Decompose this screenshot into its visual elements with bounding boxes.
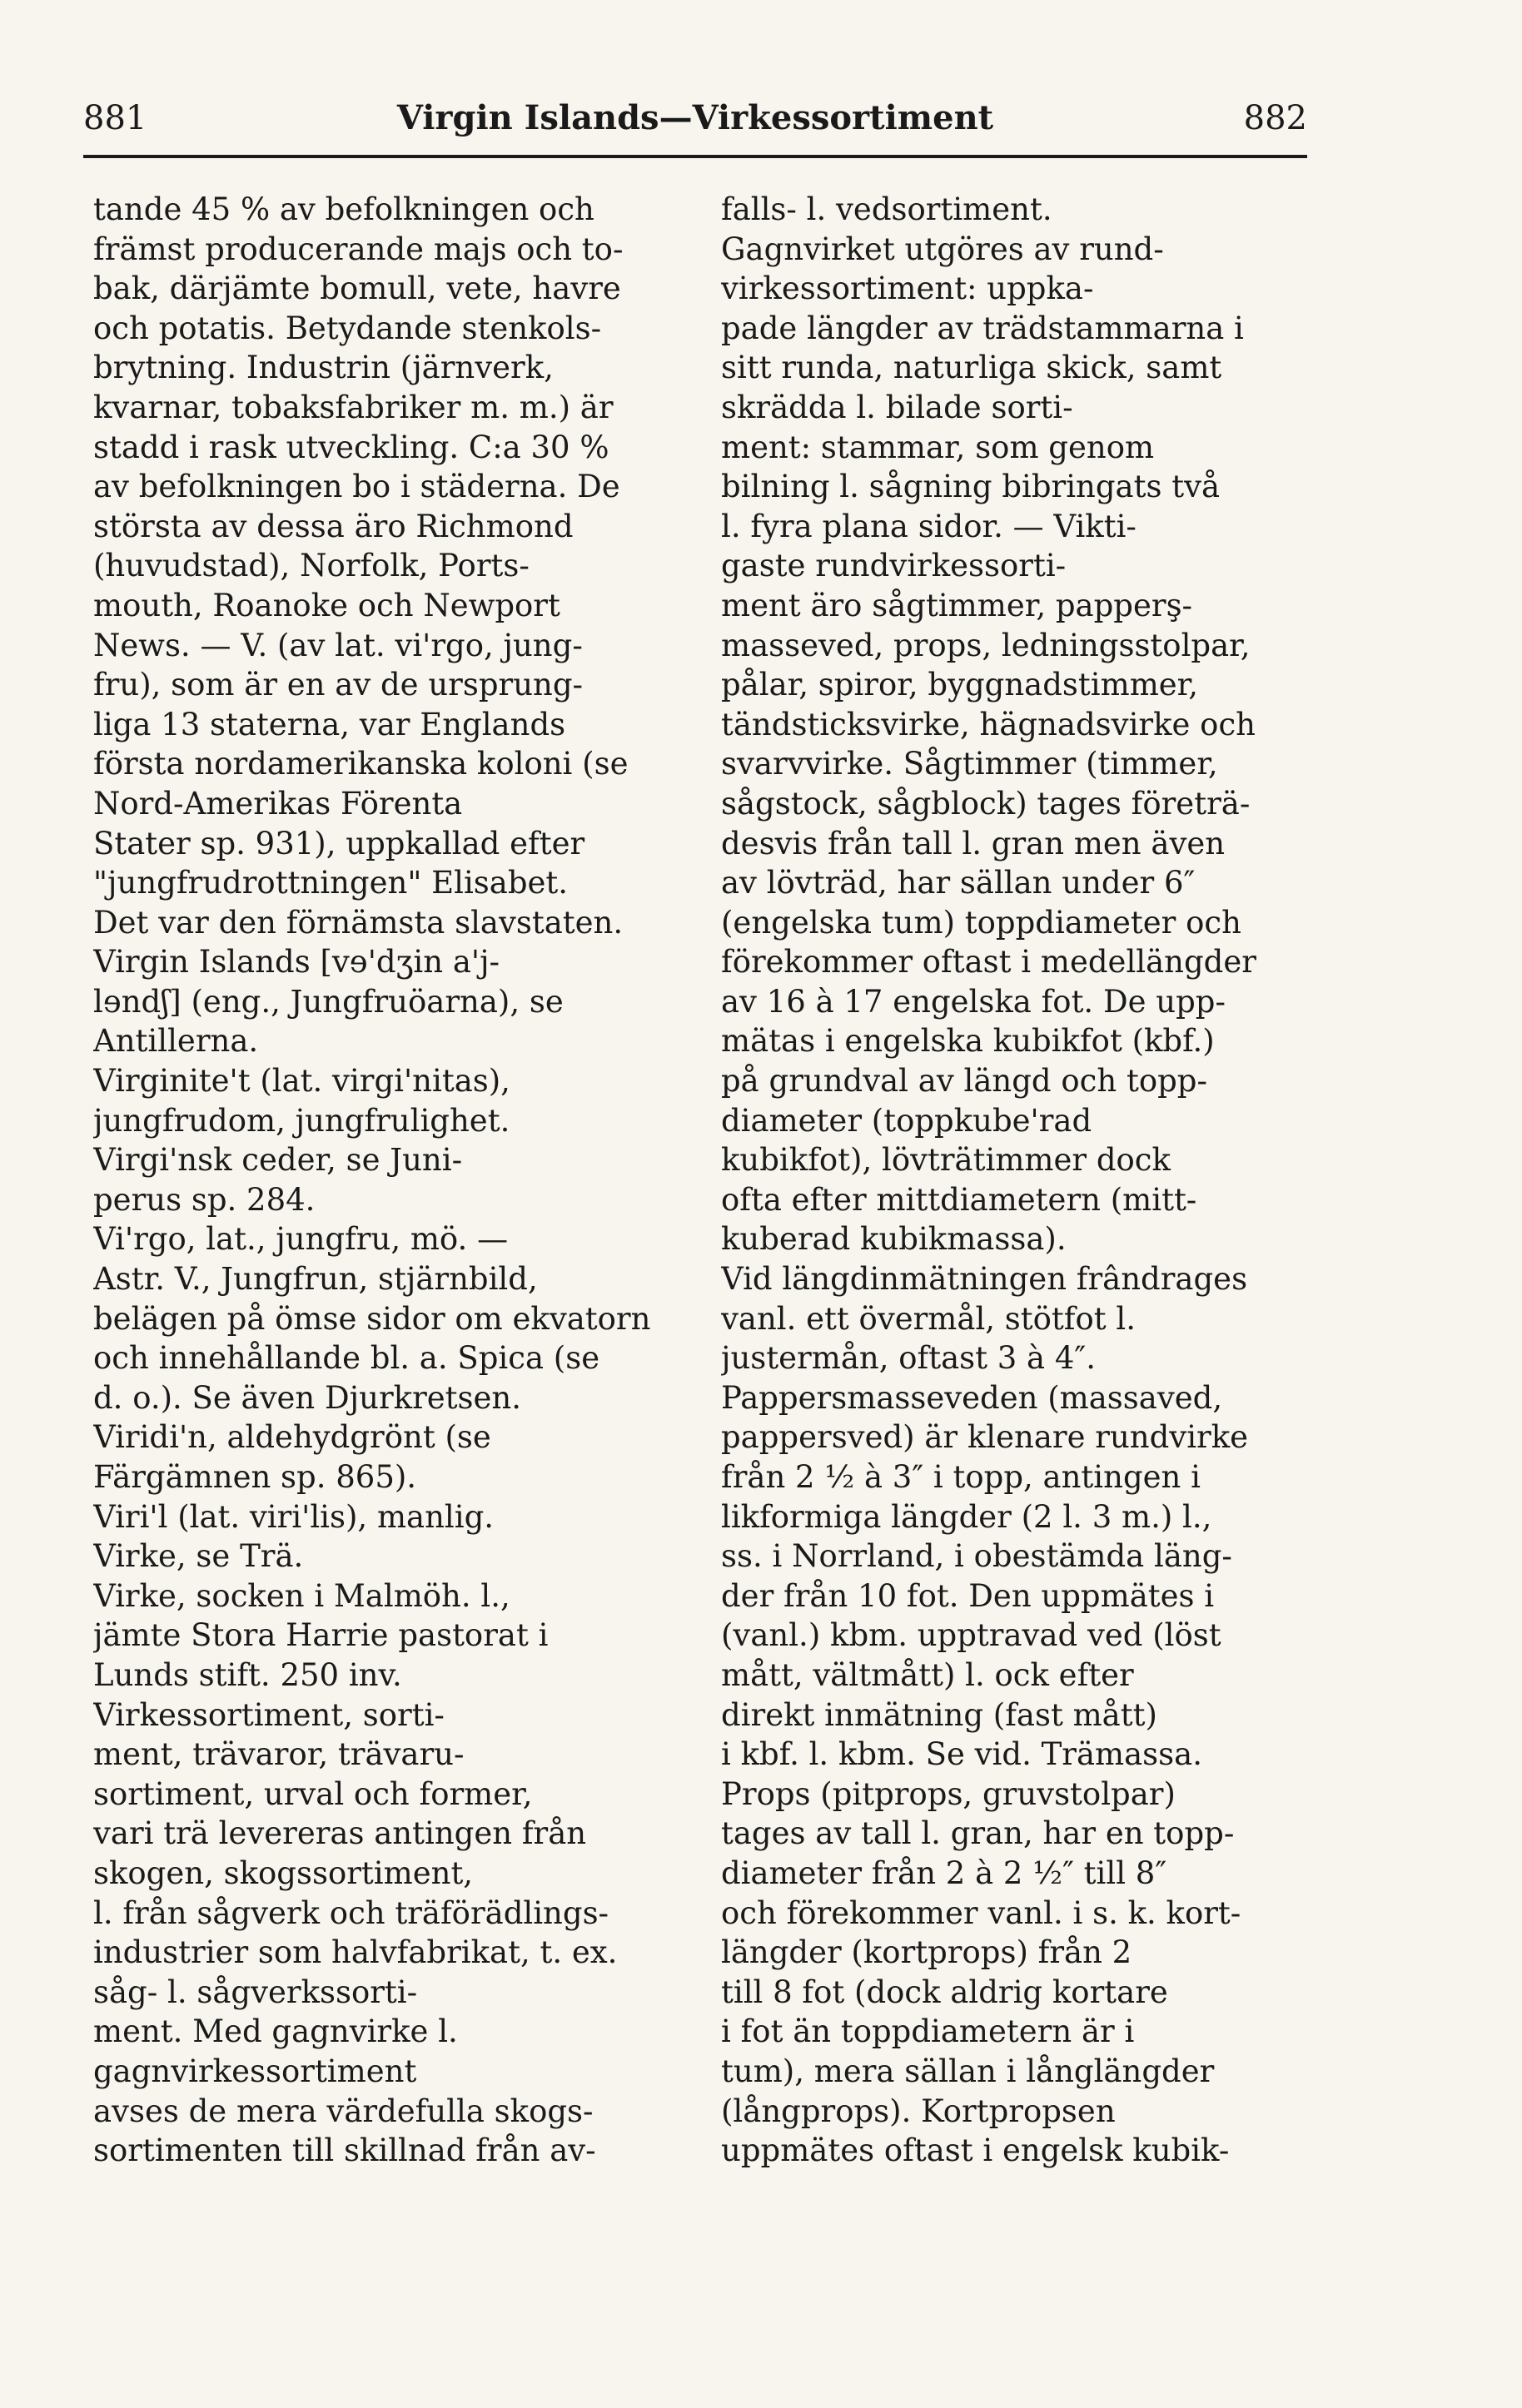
header-rule <box>83 155 1307 158</box>
text-line: ment, trävaror, trävaru- <box>93 1736 465 1773</box>
text-line: av lövträd, har sällan under 6″ <box>721 865 1196 901</box>
text-line: Nord-Amerikas Förenta <box>93 785 463 822</box>
text-line: Virkessortiment, sorti- <box>93 1696 445 1733</box>
text-line: från 2 ½ à 3″ i topp, antingen i <box>721 1459 1201 1495</box>
text-line: jämte Stora Harrie pastorat i <box>93 1617 549 1654</box>
text-line: Virke, socken i Malmöh. l., <box>93 1577 510 1614</box>
page-header <box>83 93 1307 143</box>
text-line: l. från sågverk och träförädlings- <box>93 1894 609 1931</box>
text-line: Pappersmasseveden (massaved, <box>721 1379 1223 1416</box>
text-line: Viri'l (lat. viri'lis), manlig. <box>93 1498 495 1535</box>
text-line: sortimenten till skillnad från av- <box>93 2132 596 2169</box>
text-line: fru), som är en av de ursprung- <box>93 667 584 703</box>
text-line: sitt runda, naturliga skick, samt <box>721 350 1222 386</box>
text-line: Viridi'n, aldehydgrönt (se <box>93 1419 491 1456</box>
text-line: såg- l. sågverkssorti- <box>93 1974 418 2010</box>
page-number-left: 881 <box>83 99 147 137</box>
text-line: falls- l. vedsortiment. <box>721 191 1052 227</box>
text-line: l. fyra plana sidor. — Vikti- <box>721 508 1137 544</box>
text-line: av befolkningen bo i städerna. De <box>93 469 620 505</box>
text-line: (huvudstad), Norfolk, Ports- <box>93 548 530 584</box>
text-line: avses de mera värdefulla skogs- <box>93 2093 594 2129</box>
right-column <box>721 190 1304 2171</box>
text-line: i kbf. l. kbm. Se vid. Trämassa. <box>721 1736 1202 1773</box>
text-line: gaste rundvirkessorti- <box>721 548 1067 584</box>
text-line: justermån, oftast 3 à 4″. <box>721 1340 1096 1377</box>
text-line: vanl. ett övermål, stötfot l. <box>721 1300 1137 1337</box>
text-line: kvarnar, tobaksfabriker m. m.) är <box>93 389 614 425</box>
text-line: kuberad kubikmassa). <box>721 1221 1067 1258</box>
text-line: "jungfrudrottningen" Elisabet. <box>93 865 569 901</box>
text-line: och potatis. Betydande stenkols- <box>93 310 602 346</box>
text-line: Gagnvirket utgöres av rund- <box>721 231 1164 267</box>
text-line: jungfrudom, jungfrulighet. <box>93 1102 510 1139</box>
text-line: Virgin Islands [vɘ'dʒin a'j- <box>93 944 500 981</box>
text-line: tande 45 % av befolkningen och <box>93 191 594 227</box>
text-line: desvis från tall l. gran men även <box>721 825 1226 861</box>
text-line: skogen, skogssortiment, <box>93 1854 474 1891</box>
text-line: på grundval av längd och topp- <box>721 1063 1207 1100</box>
text-line: ss. i Norrland, i obestämda läng- <box>721 1538 1232 1575</box>
text-line: direkt inmätning (fast mått) <box>721 1696 1157 1733</box>
running-title: Virgin Islands—Virkessortiment <box>396 98 994 137</box>
text-line: lɘndʃ] (eng., Jungfruöarna), se <box>93 983 564 1020</box>
text-line: perus sp. 284. <box>93 1181 316 1218</box>
text-line: masseved, props, ledningsstolpar, <box>721 627 1251 663</box>
text-line: kubikfot), lövträtimmer dock <box>721 1142 1171 1179</box>
text-line: svarvvirke. Sågtimmer (timmer, <box>721 746 1218 782</box>
text-line: News. — V. (av lat. vi'rgo, jung- <box>93 627 583 663</box>
text-line: bak, därjämte bomull, vete, havre <box>93 271 621 307</box>
text-line: mouth, Roanoke och Newport <box>93 587 560 623</box>
text-line: Props (pitprops, gruvstolpar) <box>721 1775 1176 1812</box>
text-line: sågstock, sågblock) tages företrä- <box>721 785 1251 822</box>
text-line: sortiment, urval och former, <box>93 1775 533 1812</box>
text-line: pappersved) är klenare rundvirke <box>721 1419 1249 1456</box>
text-line: Antillerna. <box>93 1023 259 1060</box>
text-line: (engelska tum) toppdiameter och <box>721 904 1241 941</box>
text-line: uppmätes oftast i engelsk kubik- <box>721 2132 1230 2169</box>
text-line: (långprops). Kortpropsen <box>721 2093 1116 2129</box>
text-line: liga 13 staterna, var Englands <box>93 706 566 742</box>
text-line: industrier som halvfabrikat, t. ex. <box>93 1934 618 1971</box>
text-line: främst producerande majs och to- <box>93 231 624 267</box>
text-line: Färgämnen sp. 865). <box>93 1459 417 1495</box>
text-line: brytning. Industrin (järnverk, <box>93 350 554 386</box>
text-line: Lunds stift. 250 inv. <box>93 1656 402 1693</box>
text-line: pålar, spiror, byggnadstimmer, <box>721 667 1199 703</box>
text-line: ofta efter mittdiametern (mitt- <box>721 1181 1197 1218</box>
text-line: d. o.). Se även Djurkretsen. <box>93 1379 522 1416</box>
text-line: och förekommer vanl. i s. k. kort- <box>721 1894 1241 1931</box>
text-line: av 16 à 17 engelska fot. De upp- <box>721 983 1226 1020</box>
text-line: belägen på ömse sidor om ekvatorn <box>93 1300 651 1337</box>
text-line: Vid längdinmätningen frândrages <box>721 1261 1248 1298</box>
text-line: Astr. V., Jungfrun, stjärnbild, <box>93 1261 538 1298</box>
text-line: Virgi'nsk ceder, se Juni- <box>93 1142 463 1179</box>
text-line: tages av tall l. gran, har en topp- <box>721 1815 1235 1852</box>
text-line: likformiga längder (2 l. 3 m.) l., <box>721 1498 1212 1535</box>
text-line: pade längder av trädstammarna i <box>721 310 1244 346</box>
text-line: diameter (toppkube'rad <box>721 1102 1092 1139</box>
text-line: mått, vältmått) l. ock efter <box>721 1656 1134 1693</box>
text-line: tum), mera sällan i långlängder <box>721 2053 1215 2089</box>
text-line: mätas i engelska kubikfot (kbf.) <box>721 1023 1215 1060</box>
text-line: tändsticksvirke, hägnadsvirke och <box>721 706 1256 742</box>
text-line: ment äro sågtimmer, papperş- <box>721 587 1193 623</box>
text-line: stadd i rask utveckling. C:a 30 % <box>93 429 609 465</box>
text-line: till 8 fot (dock aldrig kortare <box>721 1974 1168 2010</box>
page-number-right: 882 <box>1243 99 1307 137</box>
text-line: längder (kortprops) från 2 <box>721 1934 1132 1971</box>
text-line: ment. Med gagnvirke l. <box>93 2013 458 2050</box>
text-line: der från 10 fot. Den uppmätes i <box>721 1577 1215 1614</box>
text-line: i fot än toppdiametern är i <box>721 2013 1135 2050</box>
text-line: bilning l. sågning bibringats två <box>721 469 1221 505</box>
text-line: och innehållande bl. a. Spica (se <box>93 1340 600 1377</box>
text-line: Virginite't (lat. virgi'nitas), <box>93 1063 510 1100</box>
text-line: första nordamerikanska koloni (se <box>93 746 629 782</box>
text-line: (vanl.) kbm. upptravad ved (löst <box>721 1617 1221 1654</box>
text-line: Vi'rgo, lat., jungfru, mö. — <box>93 1221 509 1258</box>
text-line: vari trä levereras antingen från <box>93 1815 587 1852</box>
text-line: skrädda l. bilade sorti- <box>721 389 1073 425</box>
text-line: gagnvirkessortiment <box>93 2053 417 2089</box>
text-line: ment: stammar, som genom <box>721 429 1155 465</box>
text-line: diameter från 2 à 2 ½″ till 8″ <box>721 1854 1167 1891</box>
text-line: Det var den förnämsta slavstaten. <box>93 904 624 941</box>
left-column <box>93 190 676 2171</box>
text-line: största av dessa äro Richmond <box>93 508 574 544</box>
text-line: Virke, se Trä. <box>93 1538 304 1575</box>
text-line: Stater sp. 931), uppkallad efter <box>93 825 585 861</box>
text-line: förekommer oftast i medellängder <box>721 944 1256 981</box>
text-line: virkessortiment: uppka- <box>721 271 1094 307</box>
